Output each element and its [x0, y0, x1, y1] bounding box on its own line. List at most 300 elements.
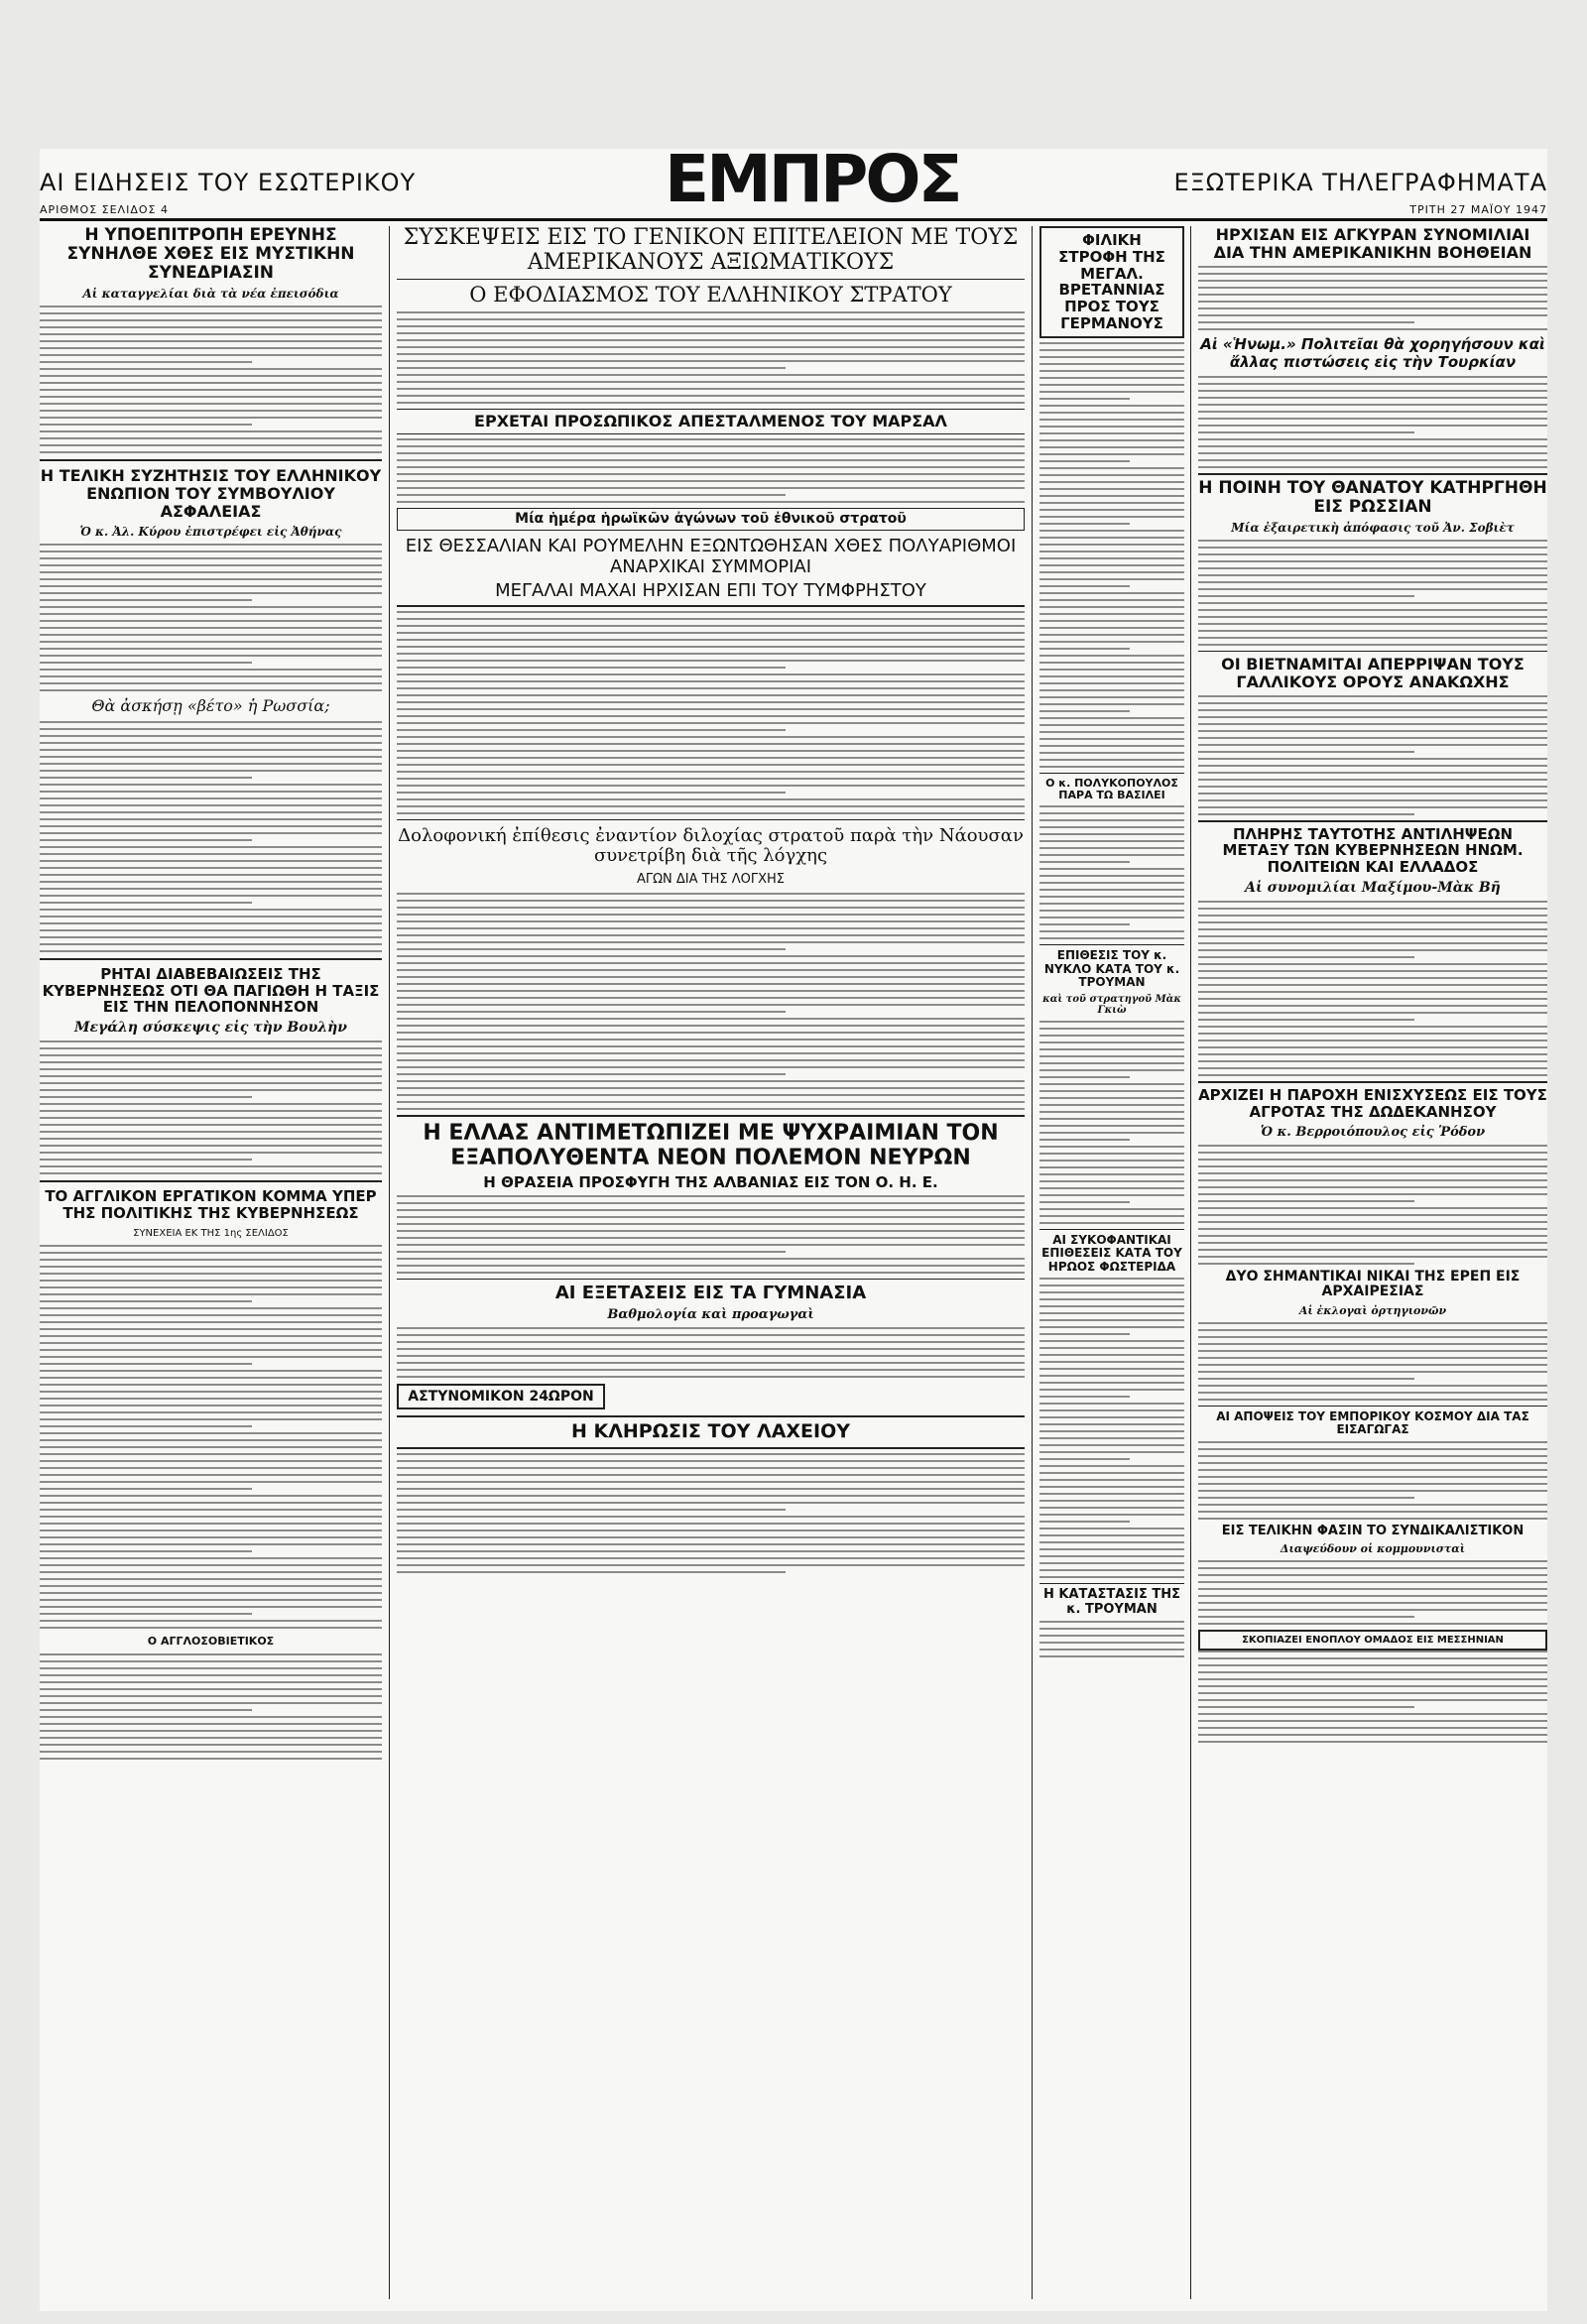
text-line	[1039, 419, 1184, 421]
text-line	[1039, 516, 1184, 518]
text-line	[40, 333, 382, 335]
text-line	[1198, 567, 1547, 569]
text-line	[397, 812, 1025, 814]
text-line	[1039, 1541, 1184, 1543]
text-line	[40, 1061, 382, 1063]
text-line	[397, 1039, 1025, 1040]
text-line	[40, 1502, 382, 1504]
text-line	[1039, 1312, 1184, 1314]
text-line	[1198, 921, 1547, 923]
text-line	[40, 1280, 382, 1282]
text-line	[1039, 882, 1184, 884]
text-line	[397, 1258, 1025, 1260]
text-line	[1039, 854, 1184, 856]
text-line	[40, 1667, 382, 1669]
text-line	[1198, 301, 1547, 303]
text-line	[397, 722, 1025, 724]
text-line	[397, 445, 1025, 447]
text-line	[1198, 1214, 1547, 1216]
text-line	[1039, 1500, 1184, 1502]
text-line	[40, 354, 382, 356]
text-line	[1198, 1179, 1547, 1181]
text-line	[40, 1674, 382, 1676]
article-body	[397, 438, 1025, 503]
headline: ΗΡΧΙΣΑΝ ΕΙΣ ΑΓΚΥΡΑΝ ΣΥΝΟΜΙΛΙΑΙ ΔΙΑ ΤΗΝ ΑΜΕΡΙΚΑΝΙΚΗΝ ΒΟΗΘΕΙΑΝ	[1213, 225, 1532, 262]
text-line	[397, 1237, 1025, 1239]
text-line	[1039, 439, 1184, 441]
text-line	[1198, 1616, 1414, 1618]
text-line	[397, 632, 1025, 634]
lottery-results	[397, 1453, 1025, 1573]
text-line	[1039, 412, 1184, 414]
headline: Η ΚΛΗΡΩΣΙΣ ΤΟΥ ΛΑΧΕΙΟΥ	[397, 1415, 1025, 1448]
subheadline: Αἱ καταγγελίαι διὰ τὰ νέα ἐπεισόδια	[82, 287, 339, 302]
subheadline: Μία ἐξαιρετικὴ ἀπόφασις τοῦ Ἀν. Σοβιὲτ	[1231, 520, 1515, 535]
text-line	[40, 417, 382, 419]
text-line	[397, 1557, 1025, 1559]
text-line	[397, 1481, 1025, 1483]
text-line	[1198, 574, 1547, 576]
text-line	[397, 805, 1025, 807]
text-line	[1198, 702, 1547, 704]
text-line	[40, 1377, 382, 1379]
text-line	[40, 662, 252, 664]
text-line	[40, 1653, 382, 1655]
text-line	[40, 749, 382, 751]
text-line	[397, 395, 1025, 397]
text-line	[397, 1202, 1025, 1204]
headline: ΔΥΟ ΣΗΜΑΝΤΙΚΑΙ ΝΙΚΑΙ ΤΗΣ ΕΡΕΠ ΕΙΣ ΑΡΧΑΙΡΕΣΙΑΣ	[1225, 1268, 1521, 1300]
text-line	[40, 689, 382, 691]
text-line	[1039, 523, 1130, 525]
text-line	[397, 1073, 786, 1075]
text-line	[1198, 1159, 1547, 1161]
text-line	[397, 757, 1025, 759]
text-line	[1039, 634, 1184, 636]
text-line	[1198, 1256, 1547, 1258]
text-line	[1039, 1041, 1184, 1043]
text-line	[397, 764, 1025, 766]
text-line	[1198, 935, 1547, 937]
text-line	[1198, 560, 1547, 562]
text-line	[1198, 1249, 1547, 1251]
text-line	[1198, 307, 1547, 309]
text-line	[1198, 751, 1414, 753]
section-label: Ο ΑΓΓΛΟΣΟΒΙΕΤΙΚΟΣ	[147, 1634, 275, 1648]
text-line	[1198, 970, 1547, 972]
subheadline: ΑΓΩΝ ΔΙΑ ΤΗΣ ΛΟΓΧΗΣ	[636, 872, 785, 888]
text-line	[40, 675, 382, 677]
text-line	[40, 585, 382, 587]
text-line	[40, 832, 382, 834]
text-line	[1039, 391, 1184, 393]
text-line	[1198, 1235, 1547, 1237]
text-line	[1198, 1371, 1547, 1373]
headline: ΣΚΟΠΙΑΖΕΙ ΕΝΟΠΛΟΥ ΟΜΑΔΟΣ ΕΙΣ ΜΕΣΣΗΝΙΑΝ	[1198, 1630, 1547, 1651]
text-line	[40, 1082, 382, 1084]
text-line	[1039, 1514, 1184, 1516]
text-line	[1039, 1486, 1184, 1488]
text-line	[1198, 1357, 1547, 1359]
text-line	[40, 721, 382, 723]
text-line	[397, 1348, 1025, 1350]
continuation-label: ΣΥΝΕΧΕΙΑ ΕΚ ΤΗΣ 1ης ΣΕΛΙΔΟΣ	[133, 1227, 289, 1239]
text-line	[1198, 547, 1547, 549]
text-line	[397, 1272, 1025, 1274]
headline: Η ΤΕΛΙΚΗ ΣΥΖΗΤΗΣΙΣ ΤΟΥ ΕΛΛΗΝΙΚΟΥ ΕΝΩΠΙΟΝ ΤΟΥ ΣΥΜΒΟΥΛΙΟΥ ΑΣΦΑΛΕΙΑΣ	[40, 466, 382, 521]
text-line	[1198, 1623, 1547, 1625]
text-line	[397, 1094, 1025, 1096]
text-line	[397, 1209, 1025, 1211]
divider	[40, 459, 382, 461]
article-body	[1198, 266, 1547, 330]
text-line	[40, 909, 382, 911]
text-line	[1039, 1278, 1184, 1280]
text-line	[40, 1681, 382, 1683]
text-line	[1039, 1298, 1184, 1300]
text-line	[40, 1571, 382, 1573]
article-body	[397, 893, 1025, 1110]
text-line	[40, 544, 382, 546]
text-line	[1039, 613, 1184, 615]
masthead	[40, 141, 1547, 218]
text-line	[1198, 1664, 1547, 1666]
text-line	[1039, 377, 1184, 379]
text-line	[40, 1509, 382, 1511]
text-line	[40, 599, 252, 601]
text-line	[40, 319, 382, 321]
text-line	[1039, 1153, 1184, 1155]
text-line	[1039, 1576, 1184, 1578]
text-line	[40, 403, 382, 405]
text-line	[1039, 1649, 1184, 1651]
subheadline: καὶ τοῦ στρατηγοῦ Μὰκ Γκιὼ	[1042, 993, 1181, 1016]
text-line	[40, 825, 382, 827]
headline: Θὰ ἀσκήσῃ «βέτο» ἡ Ρωσσία;	[91, 695, 330, 715]
text-line	[40, 943, 382, 945]
article-body	[1039, 1621, 1184, 1657]
text-line	[397, 1495, 1025, 1497]
text-line	[397, 1516, 1025, 1518]
text-line	[1198, 1399, 1547, 1401]
text-line	[1039, 426, 1184, 428]
text-line	[40, 853, 382, 855]
text-line	[397, 1230, 1025, 1232]
article-body	[1198, 1145, 1547, 1265]
text-line	[397, 618, 1025, 620]
article-body	[1198, 901, 1547, 1076]
column-military	[397, 226, 1025, 1578]
text-line	[397, 381, 1025, 383]
text-line	[40, 1613, 252, 1615]
text-line	[40, 1751, 382, 1753]
subheadline: Αἱ συνομιλίαι Μαξίμου-Μὰκ Βῆ	[1245, 880, 1501, 897]
text-line	[397, 1052, 1025, 1054]
text-line	[1039, 819, 1184, 821]
text-line	[1039, 861, 1130, 863]
text-line	[40, 641, 382, 643]
text-line	[1039, 1403, 1184, 1405]
text-line	[40, 1474, 382, 1476]
text-line	[1039, 1642, 1184, 1644]
text-line	[40, 1152, 382, 1154]
text-line	[1039, 1528, 1184, 1529]
text-line	[40, 326, 382, 328]
text-line	[397, 1369, 1025, 1371]
text-line	[397, 494, 786, 496]
headline: Ο ΕΦΟΔΙΑΣΜΟΣ ΤΟΥ ΕΛΛΗΝΙΚΟΥ ΣΤΡΑΤΟΥ	[397, 279, 1025, 307]
text-line	[40, 375, 382, 377]
text-line	[40, 1370, 382, 1372]
text-line	[1198, 928, 1547, 930]
text-line	[1039, 1555, 1184, 1557]
text-line	[1198, 1574, 1547, 1576]
text-line	[1039, 1069, 1184, 1071]
headline: Η ΠΟΙΝΗ ΤΟΥ ΘΑΝΑΤΟΥ ΚΑΤΗΡΓΗΘΗ ΕΙΣ ΡΩΣΣΙΑΝ	[1198, 473, 1547, 517]
column-domestic	[40, 226, 382, 1765]
text-line	[1039, 1180, 1184, 1182]
text-line	[1198, 1692, 1547, 1694]
text-line	[397, 750, 1025, 752]
text-line	[40, 1047, 382, 1049]
text-line	[40, 1138, 382, 1140]
text-line	[397, 962, 1025, 964]
text-line	[1039, 1423, 1184, 1425]
headline: ΡΗΤΑΙ ΔΙΑΒΕΒΑΙΩΣΕΙΣ ΤΗΣ ΚΥΒΕΡΝΗΣΕΩΣ ΟΤΙ ΘΑ ΠΑΓΙΩΘΗ Η ΤΑΞΙΣ ΕΙΣ ΤΗΝ ΠΕΛΟΠΟΝΝΗΣΟΝ	[42, 964, 380, 1017]
text-line	[397, 1032, 1025, 1034]
text-line	[40, 1293, 382, 1295]
text-line	[397, 374, 1025, 376]
text-line	[40, 1758, 382, 1760]
text-line	[1039, 868, 1184, 870]
text-line	[40, 818, 382, 820]
text-line	[1039, 745, 1184, 747]
text-line	[1039, 356, 1184, 358]
text-line	[1039, 717, 1184, 719]
text-line	[397, 1251, 786, 1253]
text-line	[397, 792, 786, 794]
text-line	[1039, 1430, 1184, 1432]
text-line	[1198, 1263, 1414, 1265]
newspaper-logo: ΕΜΠΡΟΣ	[665, 141, 960, 217]
text-line	[1198, 1448, 1547, 1450]
text-line	[1198, 1581, 1547, 1583]
text-line	[397, 1467, 1025, 1469]
text-line	[1198, 1469, 1547, 1471]
text-line	[1039, 1111, 1184, 1113]
text-line	[1198, 1734, 1547, 1736]
text-line	[1198, 1336, 1547, 1338]
text-line	[1198, 1019, 1414, 1021]
text-line	[1198, 411, 1547, 413]
text-line	[1039, 1125, 1184, 1127]
text-line	[1198, 901, 1547, 903]
text-line	[40, 620, 382, 622]
text-line	[1198, 998, 1547, 1000]
text-line	[1198, 1350, 1547, 1352]
text-line	[397, 660, 1025, 662]
text-line	[1039, 1635, 1184, 1637]
text-line	[397, 673, 1025, 675]
text-line	[1198, 390, 1547, 392]
text-line	[1198, 723, 1547, 725]
text-line	[1039, 641, 1184, 643]
text-line	[1039, 1361, 1184, 1363]
text-line	[40, 1564, 382, 1566]
text-line	[40, 804, 382, 806]
text-line	[1039, 1055, 1184, 1057]
text-line	[1039, 1097, 1184, 1099]
article-body	[1198, 376, 1547, 468]
text-line	[1039, 805, 1184, 807]
text-line	[1198, 1504, 1547, 1506]
text-line	[1039, 875, 1184, 877]
text-line	[397, 438, 1025, 440]
text-line	[1039, 537, 1184, 539]
text-line	[40, 613, 382, 615]
text-line	[1039, 349, 1184, 351]
text-line	[397, 701, 1025, 703]
text-line	[1039, 1382, 1184, 1384]
text-line	[40, 451, 382, 453]
text-line	[1039, 1472, 1184, 1474]
text-line	[40, 578, 382, 580]
text-line	[1039, 1458, 1130, 1460]
text-line	[40, 1314, 382, 1316]
text-line	[40, 1543, 382, 1545]
text-line	[397, 1025, 1025, 1027]
text-line	[397, 339, 1025, 341]
text-line	[1198, 314, 1547, 316]
text-line	[1198, 452, 1547, 454]
article-body	[1198, 695, 1547, 815]
text-line	[1039, 696, 1184, 698]
text-line	[40, 1660, 382, 1662]
text-line	[397, 1502, 1025, 1504]
text-line	[40, 1335, 382, 1337]
text-line	[1039, 432, 1184, 434]
article-body	[40, 1040, 382, 1174]
subheadline: Η ΘΡΑΣΕΙΑ ΠΡΟΣΦΥΓΗ ΤΗΣ ΑΛΒΑΝΙΑΣ ΕΙΣ ΤΟΝ Ο. Η. Ε.	[483, 1173, 938, 1192]
text-line	[1039, 1368, 1184, 1370]
text-line	[1039, 1534, 1184, 1536]
text-line	[1198, 616, 1547, 618]
text-line	[1198, 813, 1414, 815]
text-line	[1039, 937, 1184, 939]
article-body	[397, 1327, 1025, 1378]
text-line	[1198, 1560, 1547, 1562]
text-line	[1039, 648, 1130, 650]
text-line	[1039, 1222, 1184, 1224]
text-line	[1198, 581, 1547, 583]
text-line	[1039, 599, 1184, 601]
text-line	[1198, 793, 1547, 795]
text-line	[397, 667, 786, 669]
text-line	[397, 771, 1025, 773]
text-line	[1198, 1609, 1547, 1611]
text-line	[40, 1418, 382, 1420]
text-line	[397, 611, 1025, 613]
text-line	[40, 557, 382, 559]
text-line	[397, 736, 1025, 738]
text-line	[1039, 655, 1184, 657]
article-body	[397, 611, 1025, 814]
text-line	[1198, 1657, 1547, 1659]
text-line	[397, 785, 1025, 787]
text-line	[40, 682, 382, 684]
article-body	[1198, 540, 1547, 646]
text-line	[397, 459, 1025, 461]
text-line	[40, 1744, 382, 1746]
text-line	[1039, 384, 1184, 386]
text-line	[1039, 1479, 1184, 1481]
text-line	[1039, 1062, 1184, 1064]
text-line	[1039, 1021, 1184, 1023]
text-line	[1039, 481, 1184, 483]
text-line	[40, 424, 252, 426]
text-line	[397, 900, 1025, 902]
text-line	[1198, 730, 1547, 732]
text-line	[397, 1355, 1025, 1357]
text-line	[40, 1550, 252, 1552]
headline: ΕΙΣ ΘΕΣΣΑΛΙΑΝ ΚΑΙ ΡΟΥΜΕΛΗΝ ΕΞΩΝΤΩΘΗΣΑΝ ΧΘΕΣ ΠΟΛΥΑΡΙΘΜΟΙ ΑΝΑΡΧΙΚΑΙ ΣΥΜΜΟΡΙΑΙ	[405, 536, 1017, 577]
text-line	[1039, 1319, 1184, 1321]
text-line	[1198, 1242, 1547, 1244]
text-line	[40, 922, 382, 924]
text-line	[40, 735, 382, 737]
headline: Η ΕΛΛΑΣ ΑΝΤΙΜΕΤΩΠΙΖΕΙ ΜΕ ΨΥΧΡΑΙΜΙΑΝ ΤΟΝ ΕΞΑΠΟΛΥΘΕΝΤΑ ΝΕΟΝ ΠΟΛΕΜΟΝ ΝΕΥΡΩΝ	[397, 1115, 1025, 1170]
text-line	[1039, 833, 1184, 835]
issue-date: ΤΡΙΤΗ 27 ΜΑΪΟΥ 1947	[1409, 203, 1547, 216]
text-line	[40, 867, 382, 869]
text-line	[1039, 896, 1184, 898]
headline: ΜΕΓΑΛΑΙ ΜΑΧΑΙ ΗΡΧΙΣΑΝ ΕΠΙ ΤΟΥ ΤΥΜΦΡΗΣΤΟΥ	[397, 581, 1025, 607]
text-line	[1039, 578, 1184, 580]
text-line	[1198, 1518, 1547, 1520]
text-line	[1198, 963, 1547, 965]
headline: Η ΥΠΟΕΠΙΤΡΟΠΗ ΕΡΕΥΝΗΣ ΣΥΝΗΛΘΕ ΧΘΕΣ ΕΙΣ ΜΥΣΤΙΚΗΝ ΣΥΝΕΔΡΙΑΣΙΝ	[66, 225, 355, 284]
text-line	[397, 1362, 1025, 1364]
headline: ΕΡΧΕΤΑΙ ΠΡΟΣΩΠΙΚΟΣ ΑΠΕΣΤΑΛΜΕΝΟΣ ΤΟΥ ΜΑΡΣΑΛ	[397, 409, 1025, 434]
text-line	[397, 1460, 1025, 1462]
text-line	[40, 606, 382, 608]
text-line	[1198, 1221, 1547, 1223]
text-line	[1039, 363, 1184, 365]
text-line	[40, 763, 382, 765]
text-line	[1198, 806, 1547, 808]
text-line	[1198, 404, 1547, 406]
text-line	[1039, 724, 1184, 726]
text-line	[1039, 1187, 1184, 1189]
text-line	[40, 1363, 252, 1365]
text-line	[40, 340, 382, 342]
text-line	[397, 948, 786, 950]
headline: Δολοφονική ἐπίθεσις ἐναντίον διλοχίας στρατοῦ παρὰ τὴν Νάουσαν συνετρίβη διὰ τῆς λόγχης	[397, 819, 1025, 866]
text-line	[1039, 495, 1184, 497]
text-line	[1198, 595, 1414, 597]
text-line	[1039, 1146, 1184, 1148]
text-line	[1198, 772, 1547, 774]
text-line	[397, 1474, 1025, 1476]
text-line	[40, 1328, 382, 1330]
text-line	[40, 1245, 382, 1247]
text-line	[1198, 321, 1414, 323]
text-line	[1198, 765, 1547, 767]
text-line	[1198, 425, 1547, 427]
text-line	[1198, 1441, 1547, 1443]
headline: ΑΡΧΙΖΕΙ Η ΠΑΡΟΧΗ ΕΝΙΣΧΥΣΕΩΣ ΕΙΣ ΤΟΥΣ ΑΓΡΟΤΑΣ ΤΗΣ ΔΩΔΕΚΑΝΗΣΟΥ	[1198, 1081, 1547, 1121]
article-body	[40, 306, 382, 453]
